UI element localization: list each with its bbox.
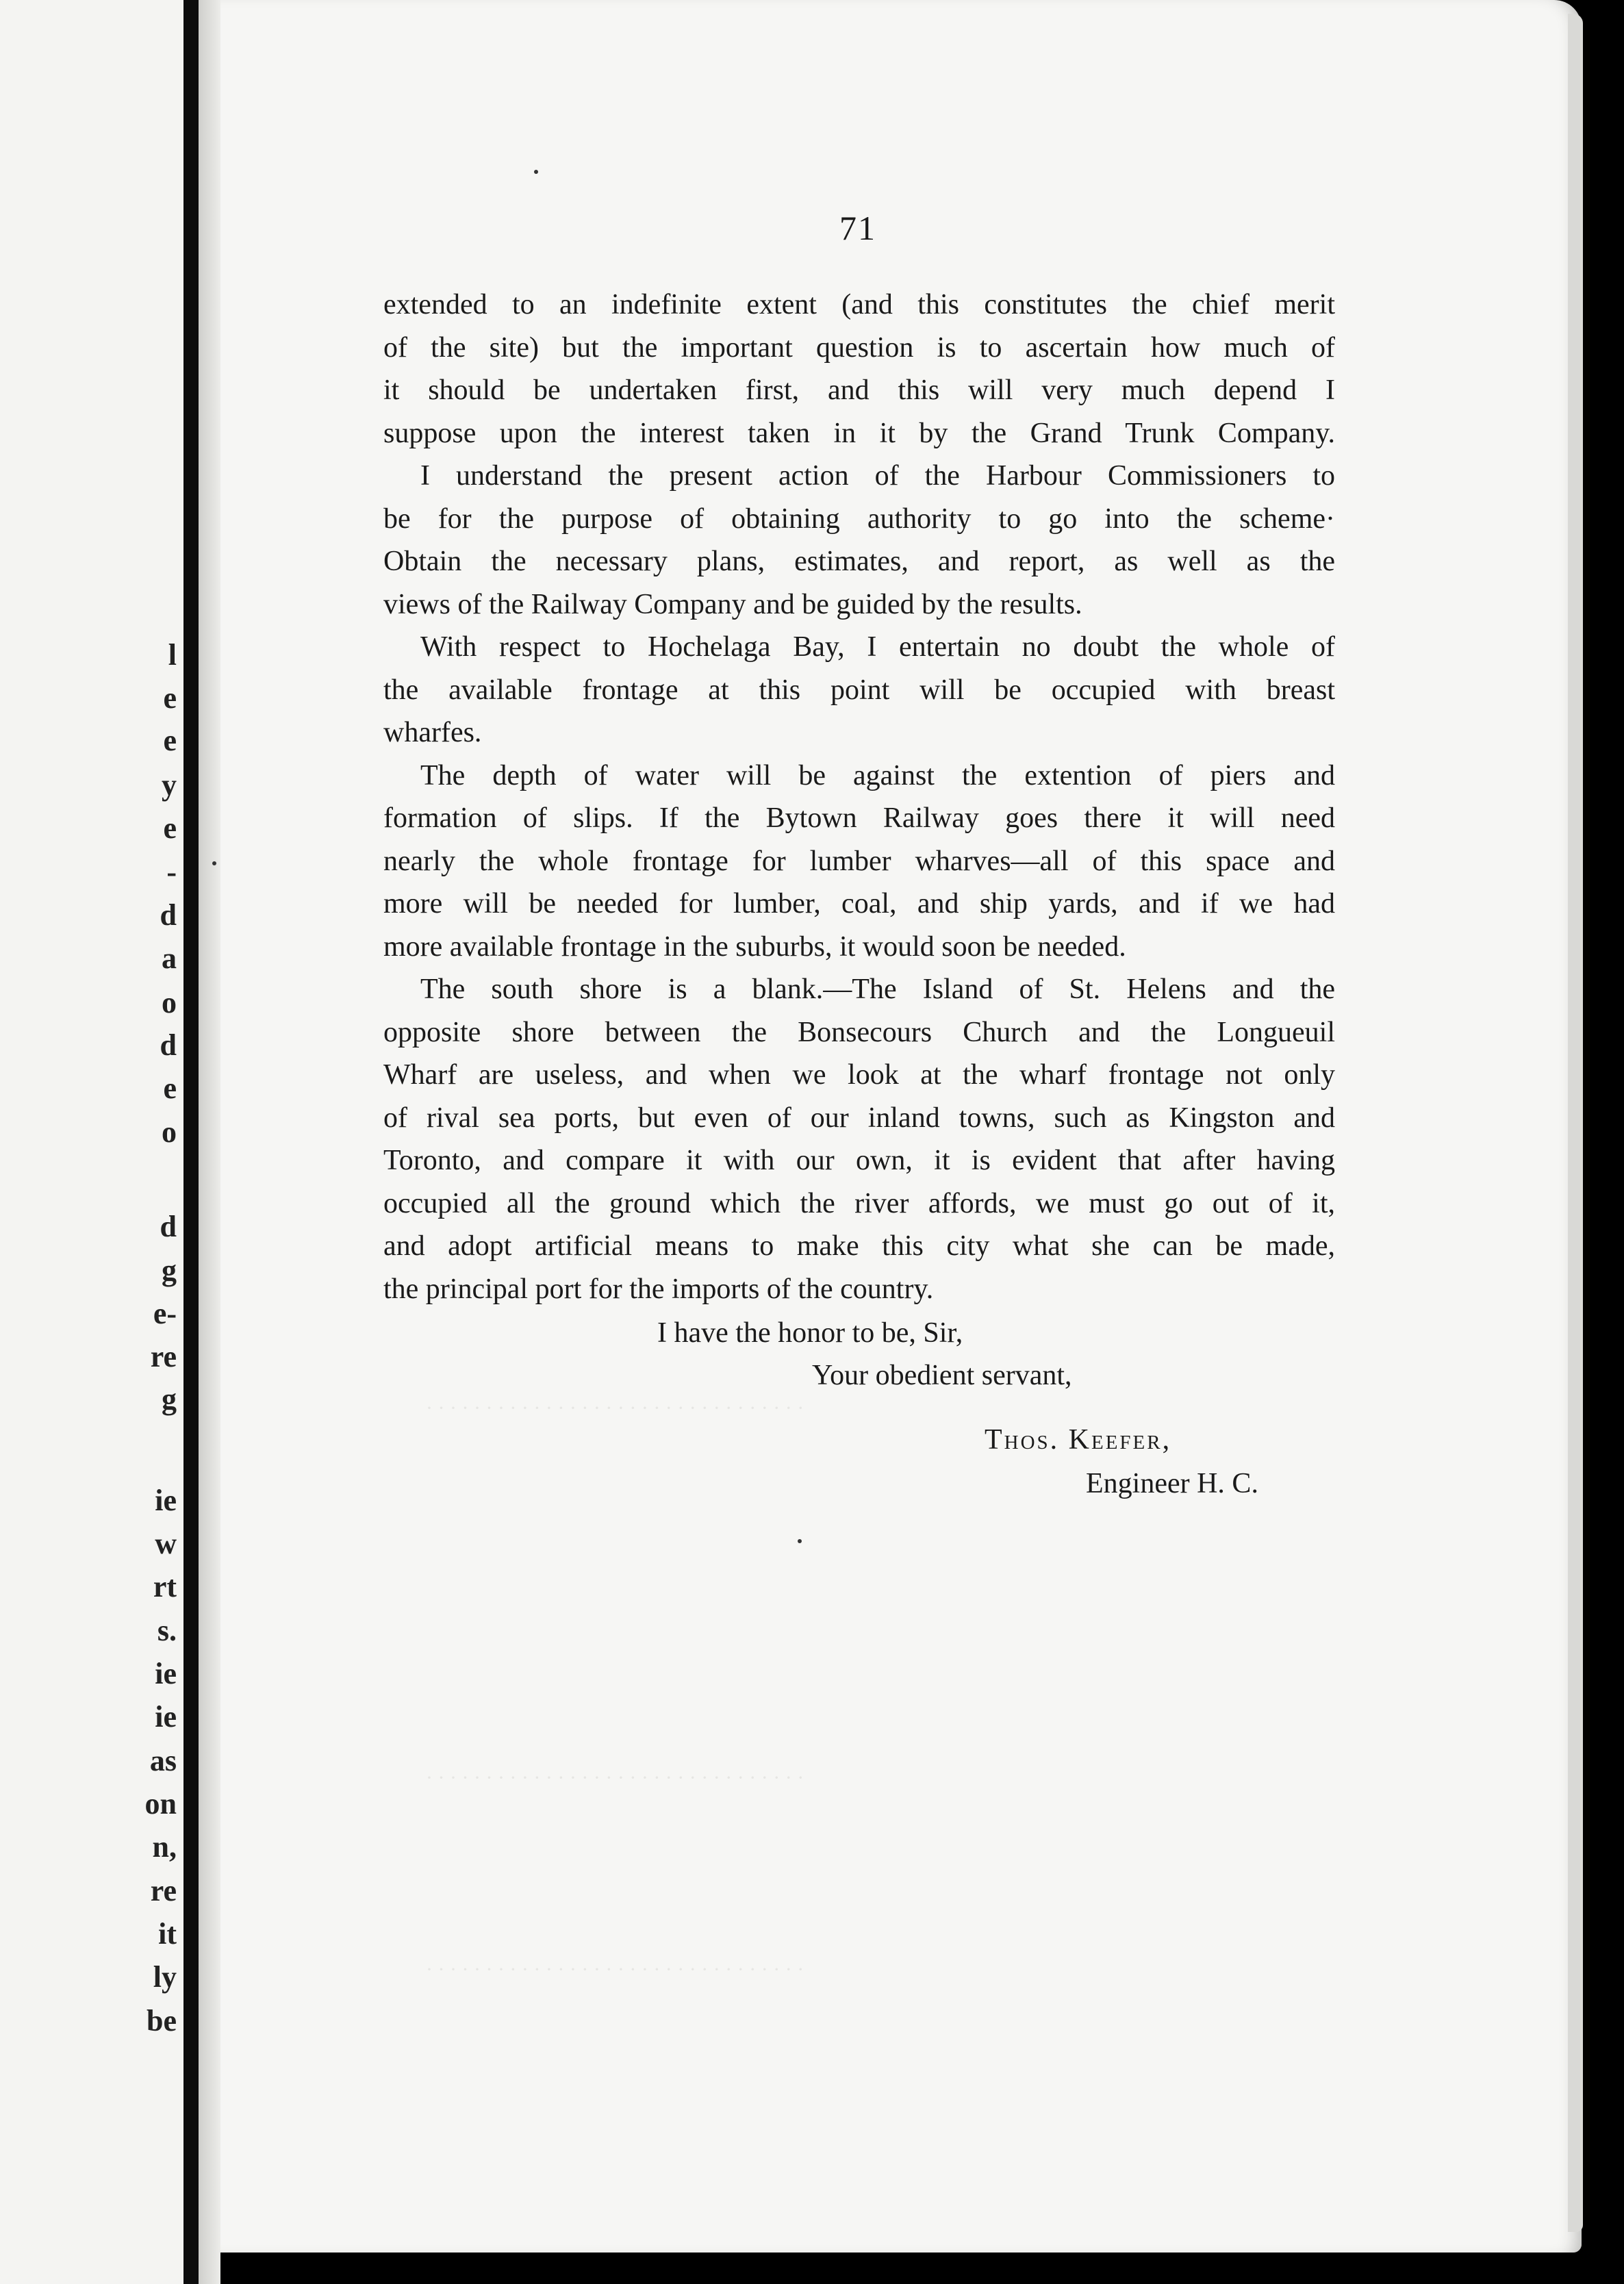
previous-page-text-fragment: ie [155, 1700, 177, 1734]
previous-page-text-fragment: o [162, 1115, 177, 1149]
paragraph [383, 283, 1335, 455]
previous-page-text-fragment: rt [153, 1570, 177, 1603]
previous-page-text-fragment: g [162, 1254, 177, 1287]
previous-page-text-fragment: e- [153, 1297, 177, 1330]
text-line: of rival sea ports, but even of our inland towns, such as Kingston and [383, 1102, 1335, 1134]
print-speck [212, 861, 216, 865]
text-line: be for the purpose of obtaining authority to go into the scheme· [383, 503, 1335, 535]
previous-page-text-fragment: re [150, 1874, 177, 1907]
previous-page-text-fragment: d [160, 1028, 177, 1062]
text-line: it should be undertaken first, and this will very much depend I [383, 375, 1335, 406]
text-line: views of the Railway Company and be guided by the results. [383, 588, 1082, 620]
bleed-through-text: · · · · · · · · · · · · · · · · · · · · · · · · · · · · · · · · [426, 1766, 804, 1789]
paragraph [383, 968, 1335, 1310]
signature-name: Thos. Keefer, [985, 1424, 1172, 1456]
previous-page-text-fragment: ly [153, 1960, 177, 1994]
paragraph [383, 455, 1335, 626]
text-line: With respect to Hochelaga Bay, I entertain no doubt the whole of [420, 631, 1335, 663]
text-line: Toronto, and compare it with our own, it is evident that after having [383, 1145, 1335, 1176]
previous-page-text-fragment: n, [152, 1830, 177, 1864]
page-gutter [199, 0, 220, 2284]
previous-page-text-fragment: it [158, 1917, 177, 1951]
text-line: the principal port for the imports of the country. [383, 1273, 934, 1305]
closing-valediction: Your obedient servant, [812, 1360, 1072, 1391]
previous-page-text-fragment: o [162, 986, 177, 1019]
text-line: The depth of water will be against the extention of piers and [420, 759, 1335, 791]
text-line: more available frontage in the suburbs, it would soon be needed. [383, 930, 1126, 963]
text-line: formation of slips. If the Bytown Railway goes there it will need [383, 802, 1335, 834]
text-line: of the site) but the important question is to ascertain how much of [383, 331, 1335, 364]
text-line: the available frontage at this point will be occupied with breast [383, 674, 1335, 706]
paragraph [383, 626, 1335, 754]
page-edge-shadow [1568, 14, 1583, 2232]
print-speck [798, 1539, 802, 1543]
closing-salutation: I have the honor to be, Sir, [657, 1317, 963, 1349]
text-line: nearly the whole frontage for lumber wharves—all of this space and [383, 845, 1335, 877]
text-line: I understand the present action of the Harbour Commissioners to [420, 460, 1335, 492]
text-line: more will be needed for lumber, coal, and ship yards, and if we had [383, 888, 1335, 919]
signature-title: Engineer H. C. [1086, 1468, 1258, 1499]
text-line: opposite shore between the Bonsecours Church and the Longueuil [383, 1016, 1335, 1048]
text-line: and adopt artificial means to make this city what she can be made, [383, 1230, 1335, 1262]
previous-page-text-fragment: l [168, 638, 177, 672]
previous-page-text-fragment: ie [155, 1484, 177, 1517]
text-line: suppose upon the interest taken in it by the Grand Trunk Company. [383, 417, 1335, 449]
text-line: Wharf are useless, and when we look at the wharf frontage not only [383, 1059, 1335, 1091]
previous-page-text-fragment: e [163, 724, 177, 757]
previous-page-text-fragment: y [162, 768, 177, 802]
previous-page-text-fragment: s. [157, 1614, 177, 1647]
previous-page-text-fragment: d [160, 1210, 177, 1243]
previous-page-text-fragment: - [166, 855, 177, 889]
text-line: wharfes. [383, 717, 482, 748]
previous-page-text-fragment: e [163, 811, 177, 845]
previous-page-text-fragment: re [150, 1340, 177, 1373]
text-line: Obtain the necessary plans, estimates, and report, as well as the [383, 546, 1335, 577]
book-binding [183, 0, 199, 2284]
paragraph [383, 754, 1335, 969]
previous-page-text-fragment: e [163, 1071, 177, 1105]
text-line: extended to an indefinite extent (and this constitutes the chief merit [383, 289, 1335, 320]
previous-page-text-fragment: w [155, 1527, 177, 1560]
print-speck [534, 170, 538, 174]
bleed-through-text: · · · · · · · · · · · · · · · · · · · · · · · · · · · · · · · · [426, 1958, 804, 1981]
page-number: 71 [839, 209, 876, 247]
previous-page-text-fragment: g [162, 1382, 177, 1416]
text-line: occupied all the ground which the river affords, we must go out of it, [383, 1187, 1335, 1219]
previous-page-text-fragment: e [163, 681, 177, 715]
bleed-through-text: · · · · · · · · · · · · · · · · · · · · · · · · · · · · · · · · [426, 1397, 804, 1419]
text-line: The south shore is a blank.—The Island of St. Helens and the [420, 974, 1335, 1005]
letter-body [383, 283, 1335, 1310]
previous-page-edge [0, 0, 183, 2284]
previous-page-text-fragment: a [162, 941, 177, 975]
previous-page-text-fragment: as [149, 1744, 177, 1777]
previous-page-text-fragment: d [160, 898, 177, 932]
previous-page-text-fragment: be [147, 2004, 177, 2038]
previous-page-text-fragment: on [144, 1787, 177, 1820]
previous-page-text-fragment: ie [155, 1657, 177, 1690]
